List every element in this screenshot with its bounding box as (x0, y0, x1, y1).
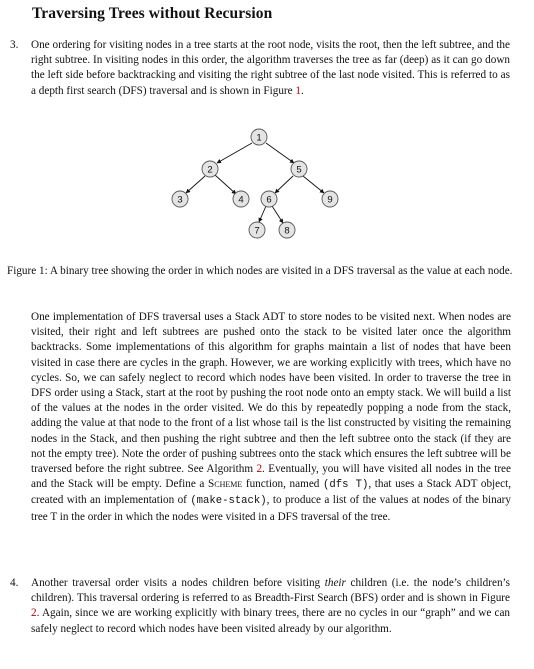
emphasis-their: their (324, 577, 346, 589)
item-number: 4. (10, 577, 19, 589)
edge-6-7 (259, 206, 266, 222)
svg-text:6: 6 (266, 194, 272, 206)
svg-text:4: 4 (238, 194, 244, 206)
edge-6-8 (272, 206, 283, 223)
svg-text:8: 8 (284, 225, 290, 237)
figure-ref-link[interactable]: 1 (295, 84, 301, 97)
edge-1-2 (217, 143, 252, 163)
item-text: Another traversal order visits a nodes children before visiting their children (i.e. the node’s children’s children). This traversal ordering is referred to as Breadth-First Search (BFS) order and is shown in Figure 2. Again, since we are working explicitly with binary trees, there are no cycles in our “graph” and we can safely neglect to record which nodes have been visited already by our algorithm. (31, 577, 510, 635)
svg-text:1: 1 (256, 132, 262, 144)
svg-text:3: 3 (177, 194, 183, 206)
svg-text:7: 7 (254, 225, 260, 237)
tree-node-8 (279, 222, 295, 238)
scheme-word: Scheme (208, 478, 243, 491)
tree-node-5 (291, 161, 307, 177)
svg-text:2: 2 (207, 164, 213, 176)
figure-caption: Figure 1: A binary tree showing the order in which nodes are visited in a DFS traversal as the value at each node. (7, 265, 513, 277)
tree-node-7 (249, 222, 265, 238)
tree-node-9 (322, 191, 338, 207)
item-number: 3. (10, 39, 19, 51)
svg-text:5: 5 (296, 164, 302, 176)
dfs-implementation-paragraph: One implementation of DFS traversal uses a Stack ADT to store nodes to be visited next. When nodes are visited, their right and left subtrees are pushed onto the stack to be visited later once the algorithm backtracks. Some implementations of this algorithm for graphs maintain a list of nodes that have been visited in case there are cycles in the graph. However, we are working explicitly with trees, which have no cycles. So, we can safely neglect to record which nodes have been visited. In order to traverse the tree in DFS order using a Stack, start at the root by pushing the root node onto an empty stack. We will build a list of the values at the nodes in the order visited. We do this by repeatedly popping a node from the stack, adding the value at that node to the front of a list whose tail is the list constructed by visiting the remaining nodes in the Stack, and then pushing the right subtree and then the left subtree onto the stack (if they are not the empty tree). Note the order of pushing subtrees onto the stack which ensures the left subtree will be traversed before the right subtree. See Algorithm 2. Eventually, you will have visited all nodes in the tree and the Stack will be empty. Define a Scheme function, named (dfs T), that uses a Stack ADT object, created with an implementation of (make-stack), to produce a list of the values at nodes of the binary tree T in the order in which the nodes were visited in a DFS traversal of the tree. (31, 311, 512, 523)
edge-2-3 (186, 176, 205, 193)
tree-node-3 (172, 191, 188, 207)
algorithm-ref-link[interactable]: 2 (256, 463, 263, 476)
item-text: One ordering for visiting nodes in a tree starts at the root node, visits the root, then the left subtree, and the right subtree. In visiting nodes in this order, the algorithm traverses the tree as far (deep) as it can go down the left side before backtracking and visiting the right subtree of the last node visited. This is referred to as a depth first search (DFS) traversal and is shown in Figure 1. (31, 39, 510, 97)
svg-text:9: 9 (327, 194, 333, 206)
list-item-4 (10, 576, 510, 637)
tree-node-6 (261, 191, 277, 207)
dfs-tree-figure (0, 0, 534, 260)
code-make-stack: (make-stack) (190, 495, 267, 508)
edge-5-6 (275, 176, 293, 193)
section-title: Traversing Trees without Recursion (32, 5, 273, 22)
code-dfs: (dfs T) (323, 479, 369, 492)
tree-node-2 (202, 161, 218, 177)
edge-1-5 (266, 143, 294, 163)
edge-5-9 (303, 176, 324, 193)
tree-node-1 (251, 129, 267, 145)
figure-ref-link[interactable]: 2 (31, 607, 37, 620)
edge-2-4 (215, 175, 236, 194)
tree-node-4 (233, 191, 249, 207)
